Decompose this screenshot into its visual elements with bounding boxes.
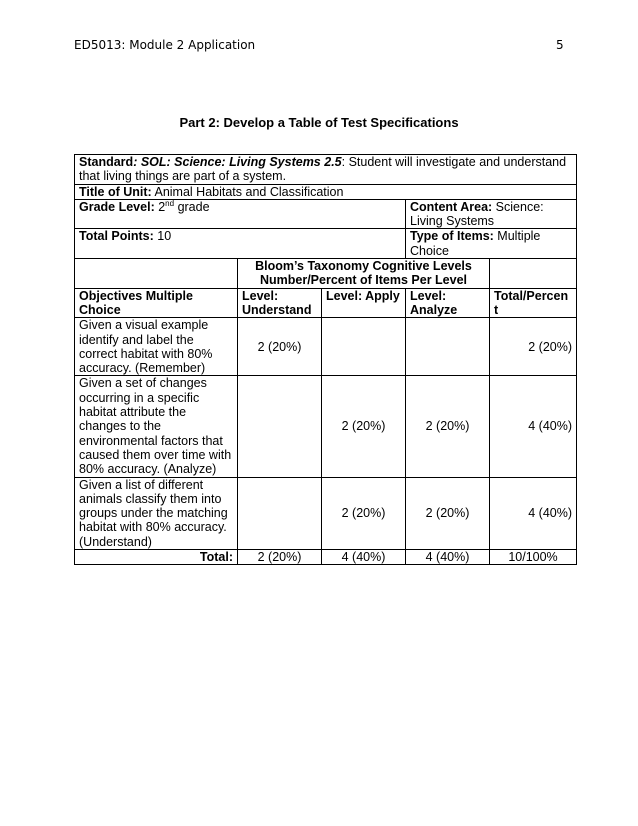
total-cell: 2 (20%) [490,318,577,376]
grade-row [75,199,577,229]
understand-cell [238,477,322,549]
analyze-cell: 2 (20%) [406,477,490,549]
col-header-apply: Level: Apply [322,288,406,318]
objective-cell: Given a list of different animals classify them into groups under the matching habitat with 80% accuracy. (Understand) [75,477,238,549]
objective-cell: Given a visual example identify and label the correct habitat with 80% accuracy. (Remember) [75,318,238,376]
grade-label: Grade Level: [79,199,155,214]
total-cell: 4 (40%) [490,376,577,477]
standard-colon: : [133,155,138,169]
standard-sol: SOL: Science: Living Systems 2.5 [140,155,342,169]
standard-cell [75,155,577,185]
apply-cell [322,318,406,376]
grade-suffix: nd [165,198,175,208]
item-type-value: Multiple Choice [410,229,541,258]
total-points-value: 10 [157,229,172,244]
grade-word: grade [177,199,210,214]
table-row [75,477,577,549]
totals-understand: 2 (20%) [238,550,322,565]
standard-row [75,155,577,185]
totals-analyze: 4 (40%) [406,550,490,565]
objective-cell: Given a set of changes occurring in a specific habitat attribute the changes to the environmental factors that caused them over time with 80% accuracy. (Analyze) [75,376,238,477]
table-row [75,376,577,477]
totals-row [75,550,577,565]
test-specifications-table [74,154,577,565]
apply-cell: 2 (20%) [322,376,406,477]
totals-label: Total: [75,550,238,565]
unit-label: Title of Unit: [79,184,152,199]
content-area-value: Science: Living Systems [410,199,544,229]
bloom-header: Bloom’s Taxonomy Cognitive Levels Number/Percent of Items Per Level [238,259,490,289]
totals-apply: 4 (40%) [322,550,406,565]
points-row [75,229,577,259]
grade-number: 2 [158,199,166,214]
content-area-label: Content Area: [410,199,493,214]
column-header-row [75,288,577,318]
col-header-understand: Level: Understand [238,288,322,318]
unit-row [75,184,577,199]
page-title: Part 2: Develop a Table of Test Specifications [179,115,459,130]
total-cell: 4 (40%) [490,477,577,549]
col-header-total: Total/Percent [490,288,577,318]
analyze-cell: 2 (20%) [406,376,490,477]
col-header-analyze: Level: Analyze [406,288,490,318]
col-header-objectives: Objectives Multiple Choice [75,288,238,318]
totals-total: 10/100% [490,550,577,565]
page-number: 5 [556,38,564,52]
understand-cell: 2 (20%) [238,318,322,376]
apply-cell: 2 (20%) [322,477,406,549]
table-row [75,318,577,376]
unit-value: Animal Habitats and Classification [154,184,344,199]
analyze-cell [406,318,490,376]
standard-label: Standard [79,155,134,169]
item-type-label: Type of Items: [410,229,494,244]
bloom-header-row [75,259,577,289]
total-points-label: Total Points: [79,229,154,244]
standard-text: : Student will investigate and understand that living things are part of a system. [79,155,567,184]
running-header: ED5013: Module 2 Application [74,38,256,52]
understand-cell [238,376,322,477]
